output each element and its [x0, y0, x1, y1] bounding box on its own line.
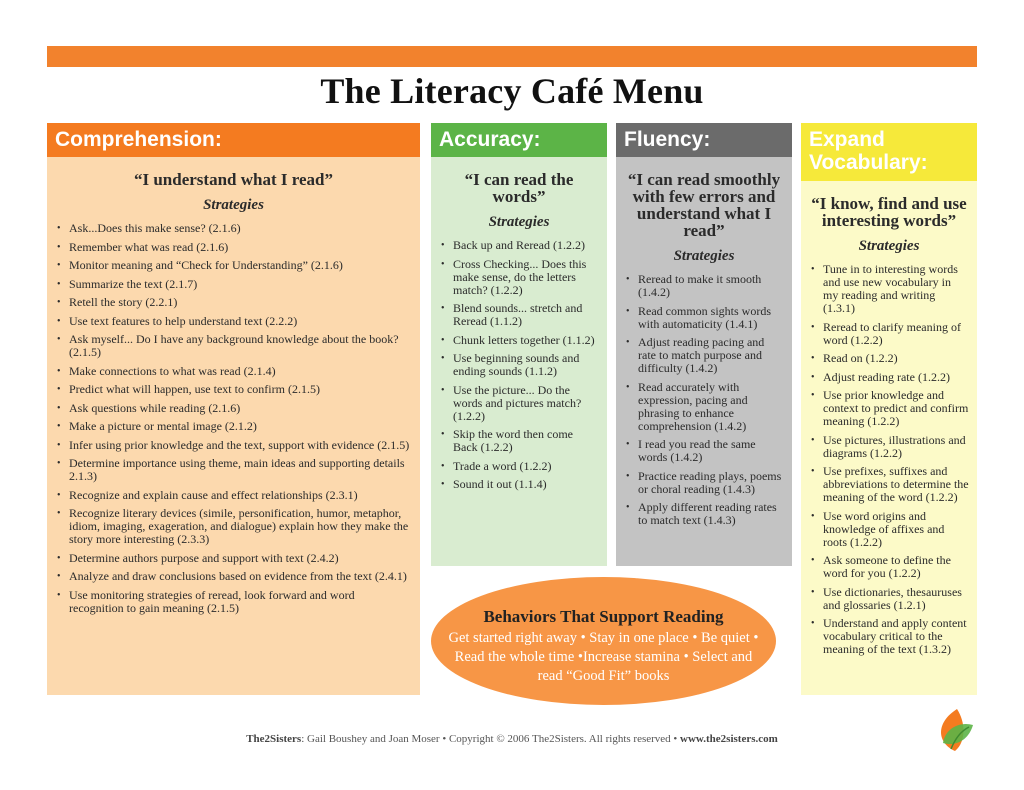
list-item: • Use prior knowledge and context to predict and confirm meaning (1.2.2)	[809, 389, 969, 428]
fluency-body	[616, 157, 792, 566]
list-item: • Predict what will happen, use text to confirm (2.1.5)	[55, 383, 412, 396]
list-item: • Reread to make it smooth (1.4.2)	[624, 273, 784, 299]
leaf-logo-icon	[935, 703, 975, 753]
list-item: • Make connections to what was read (2.1.4)	[55, 365, 412, 378]
accuracy-body	[431, 157, 607, 566]
list-item: • Apply different reading rates to match text (1.4.3)	[624, 501, 784, 527]
vocabulary-strategies-label: Strategies	[858, 238, 920, 254]
top-orange-bar	[47, 46, 977, 67]
accuracy-strategies-label: Strategies	[488, 214, 550, 230]
list-item: • Ask...Does this make sense? (2.1.6)	[55, 222, 412, 235]
list-item: • Analyze and draw conclusions based on evidence from the text (2.4.1)	[55, 570, 412, 583]
vocabulary-quote: “I know, find and use interesting words”	[811, 194, 967, 230]
list-item: • Use pictures, illustrations and diagrams (1.2.2)	[809, 434, 969, 460]
comprehension-heading: Comprehension:	[47, 123, 420, 157]
list-item: • Reread to clarify meaning of word (1.2.2)	[809, 321, 969, 347]
fluency-list	[624, 273, 784, 527]
vocabulary-column	[801, 123, 977, 695]
list-item: • Read common sights words with automaticity (1.4.1)	[624, 305, 784, 331]
list-item: • Recognize literary devices (simile, personification, humor, metaphor, idiom, imaging, exageration, and dialogue) explain how they make the story more interesting (2.3.3)	[55, 507, 412, 546]
fluency-heading: Fluency:	[616, 123, 792, 157]
list-item: • Ask someone to define the word for you (1.2.2)	[809, 554, 969, 580]
list-item: • Sound it out (1.1.4)	[439, 478, 599, 491]
list-item: • Summarize the text (2.1.7)	[55, 278, 412, 291]
behaviors-text: Get started right away • Stay in one place • Be quiet • Read the whole time •Increase stamina • Select and read “Good Fit” books	[448, 630, 759, 684]
footer-brand: The2Sisters	[246, 733, 302, 745]
list-item: • Monitor meaning and “Check for Understanding” (2.1.6)	[55, 259, 412, 272]
accuracy-heading: Accuracy:	[431, 123, 607, 157]
fluency-strategies-label: Strategies	[673, 248, 735, 264]
footer-text: : Gail Boushey and Joan Moser • Copyright © 2006 The2Sisters. All rights reserved •	[301, 733, 681, 745]
page-title: The Literacy Café Menu	[320, 71, 704, 111]
list-item: • Adjust reading rate (1.2.2)	[809, 371, 969, 384]
list-item: • Use monitoring strategies of reread, look forward and word recognition to gain meaning (2.1.5)	[55, 589, 412, 615]
list-item: • Adjust reading pacing and rate to match purpose and difficulty (1.4.2)	[624, 336, 784, 375]
list-item: • Use dictionaries, thesauruses and glossaries (1.2.1)	[809, 586, 969, 612]
list-item: • Use prefixes, suffixes and abbreviations to determine the meaning of the word (1.2.2)	[809, 465, 969, 504]
accuracy-quote: “I can read the words”	[464, 170, 574, 206]
list-item: • I read you read the same words (1.4.2)	[624, 438, 784, 464]
comprehension-body	[47, 157, 420, 695]
list-item: • Determine importance using theme, main ideas and supporting details 2.1.3)	[55, 457, 412, 483]
list-item: • Cross Checking... Does this make sense, do the letters match? (1.2.2)	[439, 258, 599, 297]
list-item: • Trade a word (1.2.2)	[439, 460, 599, 473]
accuracy-column	[431, 123, 607, 566]
list-item: • Practice reading plays, poems or choral reading (1.4.3)	[624, 470, 784, 496]
list-item: • Ask myself... Do I have any background knowledge about the book? (2.1.5)	[55, 333, 412, 359]
list-item: • Use text features to help understand text (2.2.2)	[55, 315, 412, 328]
fluency-column	[616, 123, 792, 566]
list-item: • Use the picture... Do the words and pictures match? (1.2.2)	[439, 384, 599, 423]
list-item: • Chunk letters together (1.1.2)	[439, 334, 599, 347]
comprehension-column	[47, 123, 420, 695]
footer-url: www.the2sisters.com	[680, 733, 778, 745]
accuracy-list	[439, 239, 599, 491]
list-item: • Read on (1.2.2)	[809, 352, 969, 365]
vocabulary-heading-line1: Expand	[809, 128, 885, 151]
footer	[0, 733, 1024, 745]
vocabulary-heading	[801, 123, 977, 181]
list-item: • Use word origins and knowledge of affixes and roots (1.2.2)	[809, 510, 969, 549]
list-item: • Make a picture or mental image (2.1.2)	[55, 420, 412, 433]
comprehension-quote: “I understand what I read”	[133, 170, 333, 189]
vocabulary-heading-line2: Vocabulary:	[809, 151, 928, 174]
list-item: • Retell the story (2.2.1)	[55, 296, 412, 309]
behaviors-oval	[431, 577, 776, 705]
list-item: • Back up and Reread (1.2.2)	[439, 239, 599, 252]
list-item: • Recognize and explain cause and effect relationships (2.3.1)	[55, 489, 412, 502]
list-item: • Blend sounds... stretch and Reread (1.1.2)	[439, 302, 599, 328]
list-item: • Remember what was read (2.1.6)	[55, 241, 412, 254]
list-item: • Understand and apply content vocabulary critical to the meaning of the text (1.3.2)	[809, 617, 969, 656]
list-item: • Tune in to interesting words and use new vocabulary in my reading and writing (1.3.1)	[809, 263, 969, 315]
behaviors-title: Behaviors That Support Reading	[483, 607, 724, 626]
vocabulary-body	[801, 181, 977, 695]
list-item: • Determine authors purpose and support with text (2.4.2)	[55, 552, 412, 565]
comprehension-list	[55, 222, 412, 615]
list-item: • Read accurately with expression, pacing and phrasing to enhance comprehension (1.4.2)	[624, 381, 784, 433]
list-item: • Skip the word then come Back (1.2.2)	[439, 428, 599, 454]
comprehension-strategies-label: Strategies	[203, 197, 264, 213]
list-item: • Ask questions while reading (2.1.6)	[55, 402, 412, 415]
fluency-quote: “I can read smoothly with few errors and understand what I read”	[627, 170, 781, 240]
list-item: • Infer using prior knowledge and the text, support with evidence (2.1.5)	[55, 439, 412, 452]
list-item: • Use beginning sounds and ending sounds (1.1.2)	[439, 352, 599, 378]
vocabulary-list	[809, 263, 969, 656]
